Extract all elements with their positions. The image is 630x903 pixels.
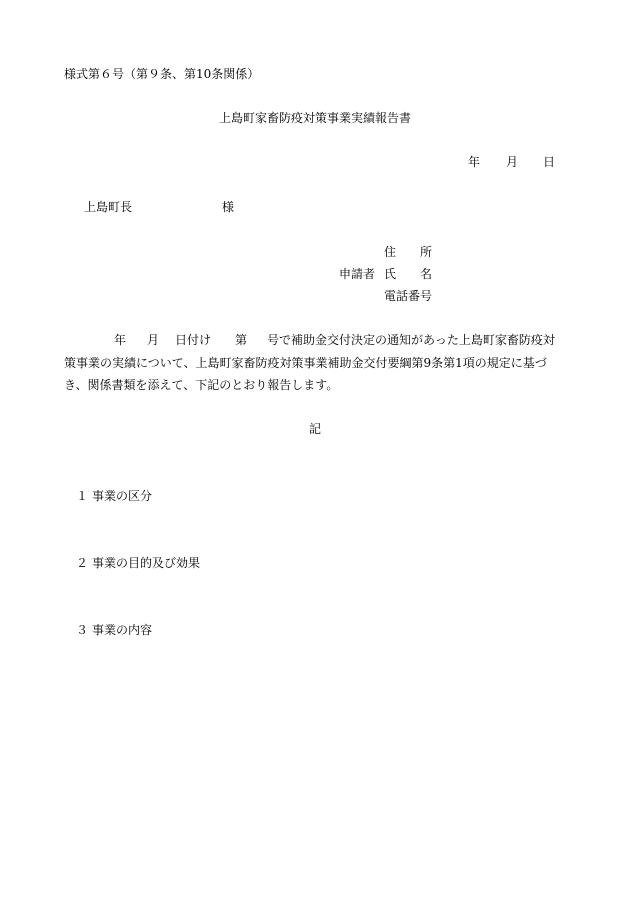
- applicant-address-label: 住 所: [384, 245, 433, 259]
- applicant-label: 申請者: [339, 267, 376, 281]
- body-month: 月: [147, 333, 160, 347]
- body-year: 年: [114, 333, 127, 347]
- item-number: １: [76, 489, 89, 503]
- ki-heading: 記: [309, 422, 322, 436]
- item-label: 事業の内容: [92, 623, 153, 637]
- item-number: ３: [76, 623, 89, 637]
- applicant-name-label: 氏 名: [384, 267, 433, 281]
- item-number: ２: [76, 556, 89, 570]
- date-day: 日: [543, 155, 556, 169]
- body-line3: き、関係書類を添えて、下記のとおり報告します。: [64, 378, 339, 392]
- applicant-phone-label: 電話番号: [384, 289, 433, 303]
- item-label: 事業の目的及び効果: [92, 556, 201, 570]
- item-label: 事業の区分: [92, 489, 153, 503]
- body-dai: 第: [235, 333, 248, 347]
- body-day: 日付け: [175, 333, 212, 347]
- body-line2: 策事業の実績について、上島町家畜防疫対策事業補助金交付要綱第9条第1項の規定に基づ: [64, 356, 547, 370]
- date-year: 年: [468, 155, 481, 169]
- document-title: 上島町家畜防疫対策事業実績報告書: [219, 111, 412, 125]
- addressee-honorific: 様: [222, 200, 235, 214]
- body-line1-rest: 号で補助金交付決定の通知があった上島町家畜防疫対: [267, 333, 555, 347]
- form-number: 様式第６号（第９条、第10条関係）: [64, 67, 260, 81]
- date-month: 月: [506, 155, 519, 169]
- addressee-name: 上島町長: [84, 200, 133, 214]
